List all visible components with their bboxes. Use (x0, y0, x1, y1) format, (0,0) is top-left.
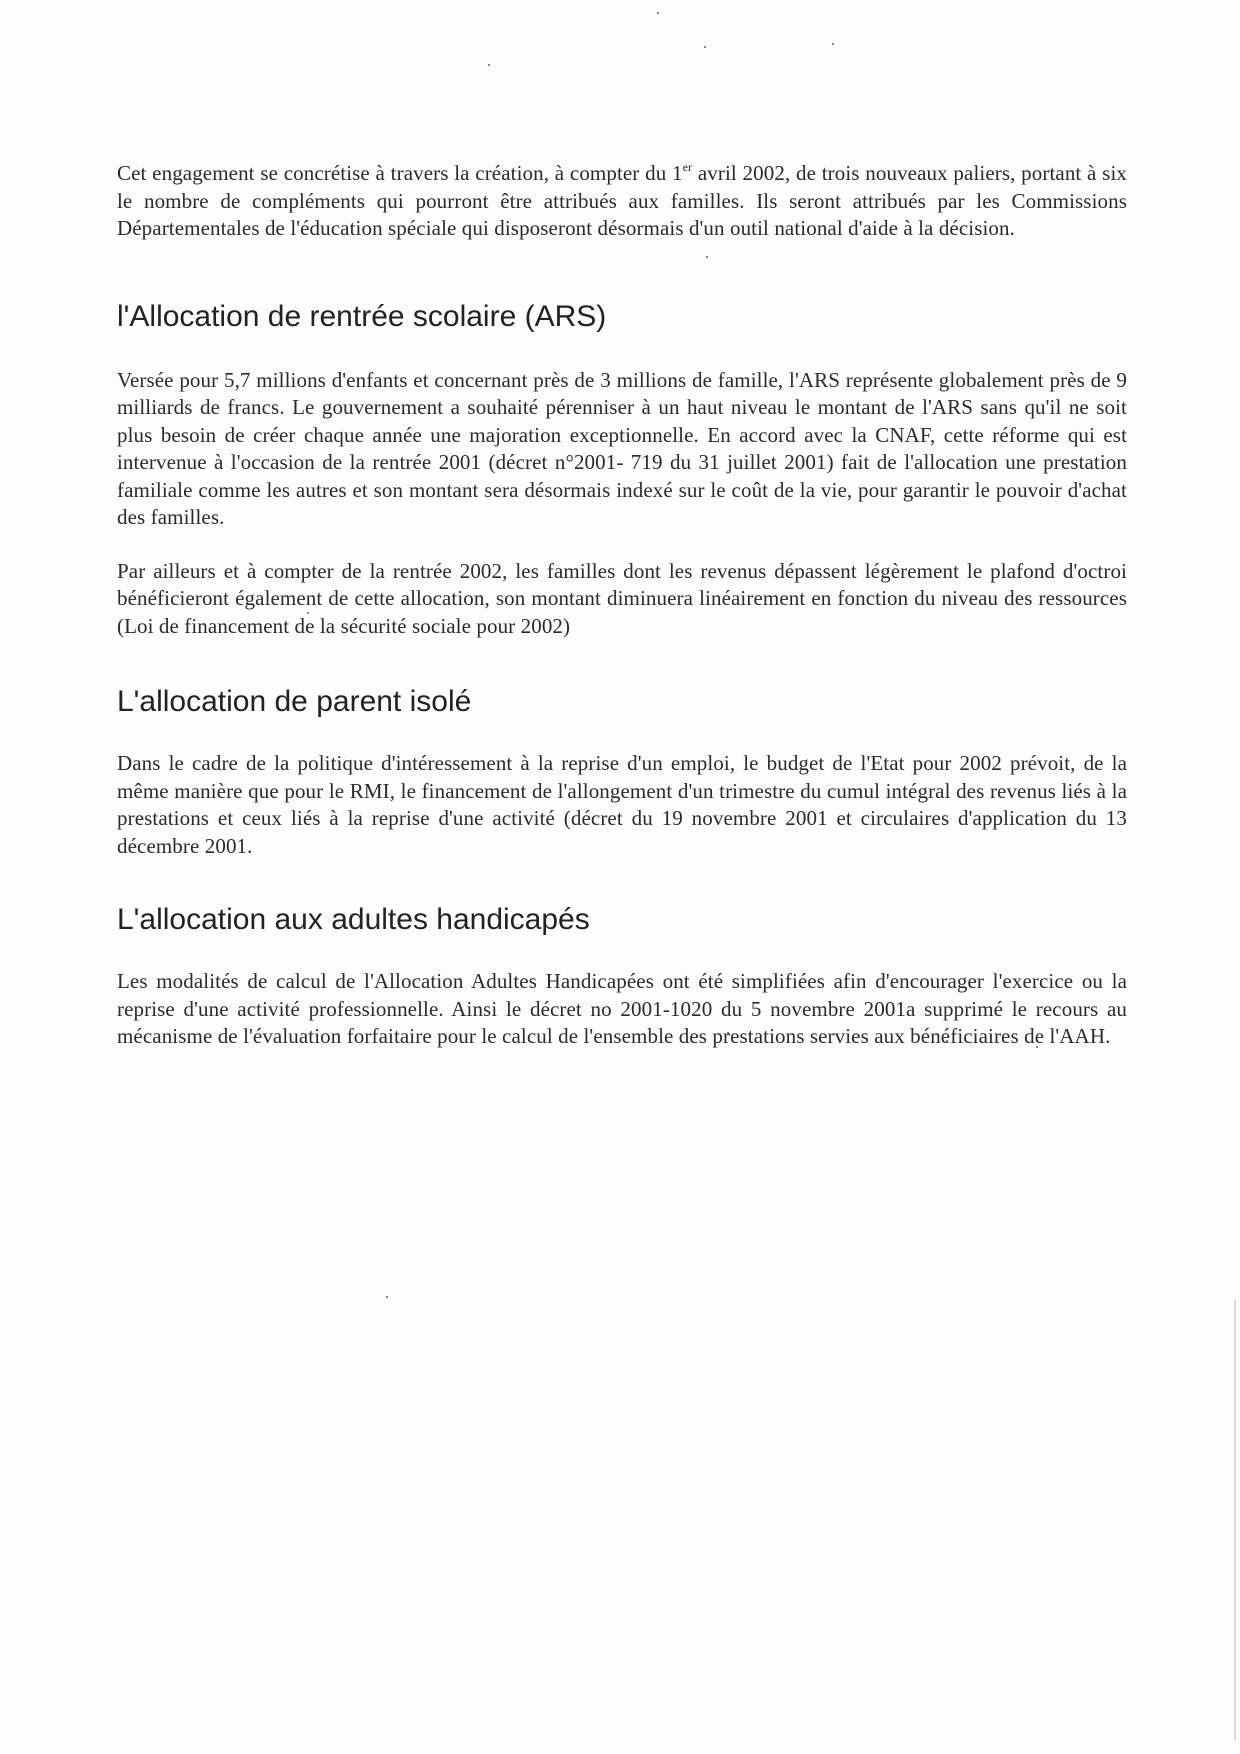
aah-paragraph-1: Les modalités de calcul de l'Allocation Adultes Handicapées ont été simplifiées afin d'encourager l'exercice ou la reprise d'une activité professionnelle. Ainsi le décret no 2001-1020 du 5 novembre 2001a supprimé le recours au mécanisme de l'évaluation forfaitaire pour le calcul de l'ensemble des prestations servies aux bénéficiaires de l'AAH. (117, 969, 1127, 1048)
section-heading-ars: l'Allocation de rentrée scolaire (ARS) (117, 299, 607, 333)
scan-speck (386, 1296, 388, 1298)
scan-speck (832, 43, 834, 45)
scan-speck (704, 46, 706, 48)
intro-superscript: er (682, 160, 693, 174)
section-heading-aah: L'allocation aux adultes handicapés (117, 903, 590, 936)
api-paragraph-1: Dans le cadre de la politique d'intéressement à la reprise d'un emploi, le budget de l'Etat pour 2002 prévoit, de la même manière que pour le RMI, le financement de l'allongement d'un trimestre du cumul intégral des revenus liés à la prestations et ceux liés à la reprise d'une activité (décret du 19 novembre 2001 et circulaires d'application du 13 décembre 2001. (117, 751, 1127, 858)
scan-speck (488, 64, 490, 66)
document-body (117, 160, 1127, 1051)
scan-speck (657, 12, 659, 14)
ars-paragraph-1: Versée pour 5,7 millions d'enfants et concernant près de 3 millions de famille, l'ARS représente globalement près de 9 milliards de francs. Le gouvernement a souhaité pérenniser à un haut niveau le montant de l'ARS sans qu'il ne soit plus besoin de créer chaque année une majoration exceptionnelle. En accord avec la CNAF, cette réforme qui est intervenue à l'occasion de la rentrée 2001 (décret n°2001- 719 du 31 juillet 2001) fait de l'allocation une prestation familiale comme les autres et son montant sera désormais indexé sur le coût de la vie, pour garantir le pouvoir d'achat des familles. (117, 367, 1127, 529)
intro-paragraph (117, 160, 1127, 243)
scan-edge-shadow (1234, 1300, 1236, 1740)
section-heading-api: L'allocation de parent isolé (117, 685, 472, 718)
ars-paragraph-2: Par ailleurs et à compter de la rentrée 2002, les familles dont les revenus dépassent légèrement le plafond d'octroi bénéficieront également de cette allocation, son montant diminuera linéairement en fonction du niveau des ressources (Loi de financement de la sécurité sociale pour 2002) (117, 558, 1127, 638)
intro-text-start: Cet engagement se concrétise à travers la création, à compter du 1 (117, 161, 683, 185)
intro-text-end: avril 2002, de trois nouveaux paliers, portant à six le nombre de compléments qui pourront être attribués aux familles. Ils seront attribués par les Commissions Départementales de l'éducation spéciale qui disposeront désormais d'un outil national d'aide à la décision. (117, 161, 1127, 240)
